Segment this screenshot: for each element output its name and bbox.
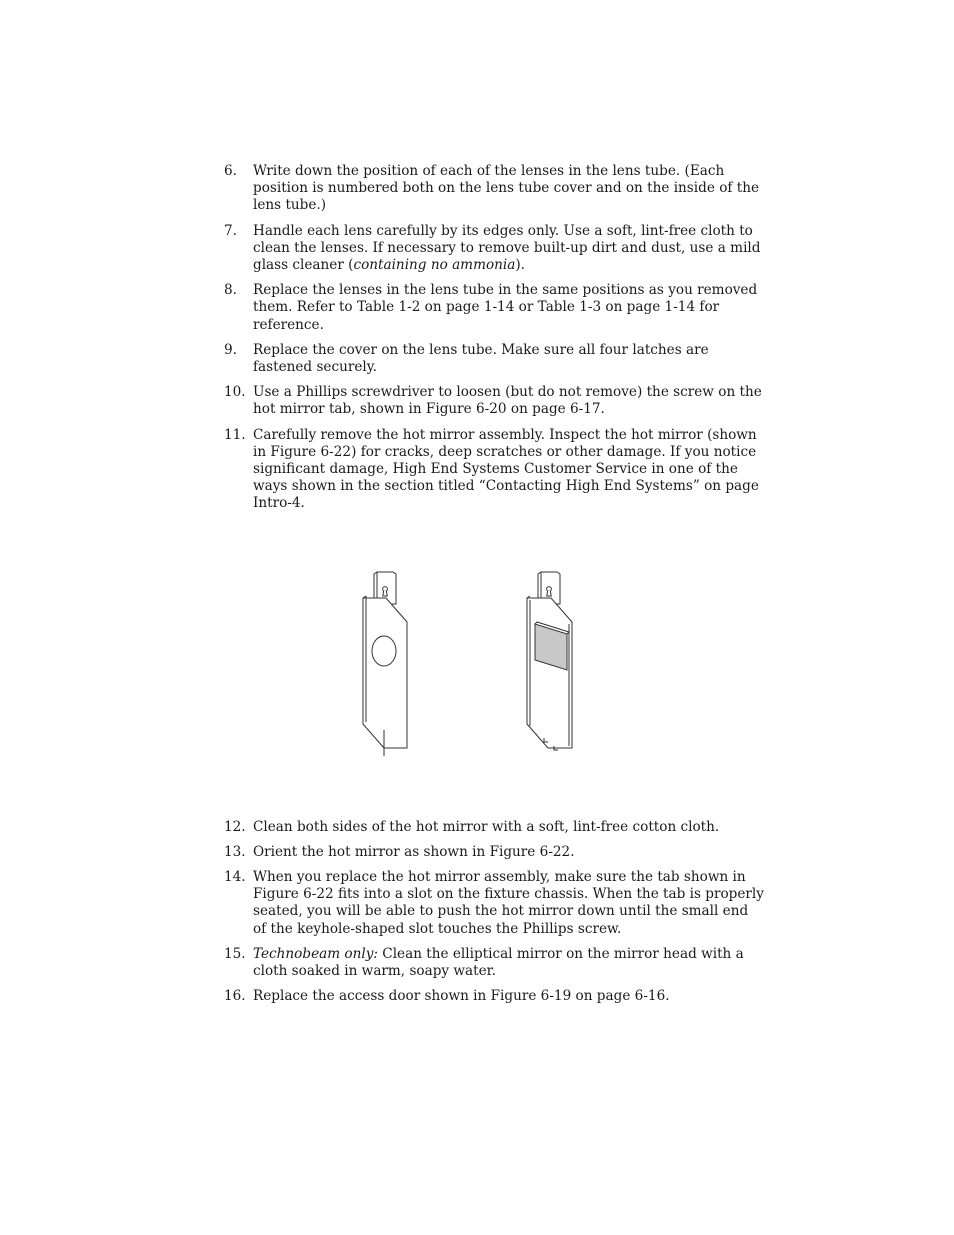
step-text-run: ). xyxy=(515,257,525,274)
step-text xyxy=(253,844,764,861)
step-item xyxy=(224,844,764,861)
hot-mirror-illustration xyxy=(340,560,600,770)
step-text-run: Clean the elliptical mirror on the mirror head with a cloth soaked in warm, soapy water. xyxy=(253,945,744,979)
hot-mirror-back-view-icon xyxy=(527,572,572,750)
steps-list-before-figure xyxy=(224,163,764,521)
step-text-italic: Technobeam only: xyxy=(253,945,378,962)
step-item xyxy=(224,869,764,938)
step-number: 10. xyxy=(224,384,246,401)
step-number: 16. xyxy=(224,987,246,1004)
step-number: 13. xyxy=(224,844,246,860)
hot-mirror-front-view-icon xyxy=(363,572,407,756)
step-item xyxy=(224,342,764,376)
step-text xyxy=(253,988,764,1005)
step-item xyxy=(224,427,764,513)
step-item xyxy=(224,819,764,836)
step-number: 14. xyxy=(224,869,246,885)
step-text xyxy=(253,819,764,836)
step-text-run: When you replace the hot mirror assembly, make sure the tab shown in Figure 6-22 fits into a slot on the fixture chassis. When the tab is properly seated, you will be able to push the hot mirror down until the small end of the keyhole-shaped slot touches the Phillips screw. xyxy=(253,869,764,937)
step-text xyxy=(253,427,764,513)
step-text xyxy=(253,163,764,215)
step-text-run: Replace the lenses in the lens tube in the same positions as you removed them. Refer to Table 1-2 on page 1-14 or Table 1-3 on page 1-14 for reference. xyxy=(253,282,758,333)
step-text-run: Orient the hot mirror as shown in Figure 6-22. xyxy=(253,844,575,860)
step-item xyxy=(224,988,764,1005)
step-text xyxy=(253,282,764,334)
step-text-run: Carefully remove the hot mirror assembly. Inspect the hot mirror (shown in Figure 6-22) for cracks, deep scratches or other damage. If you notice significant damage, High End Systems Customer Service in one of the ways shown in the section titled “Contacting High End Systems” on page Intro-4. xyxy=(253,426,759,512)
step-number: 12. xyxy=(224,819,246,835)
step-item xyxy=(224,384,764,418)
step-item xyxy=(224,163,764,215)
step-text-run: Handle each lens carefully by its edges only. Use a soft, lint-free cloth to clean the lenses. If necessary to remove built-up dirt and dust, use a mild glass cleaner ( xyxy=(253,222,761,274)
step-item xyxy=(224,223,764,275)
step-text-run: Use a Phillips screwdriver to loosen (but do not remove) the screw on the hot mirror tab, shown in Figure 6-20 on page 6-17. xyxy=(253,384,762,418)
step-item xyxy=(224,282,764,334)
step-text xyxy=(253,869,764,938)
step-text xyxy=(253,342,764,376)
steps-list-after-figure xyxy=(224,819,764,1013)
step-text-run: Clean both sides of the hot mirror with a soft, lint-free cotton cloth. xyxy=(253,819,720,835)
step-item xyxy=(224,946,764,980)
step-number: 9. xyxy=(224,341,237,358)
step-text xyxy=(253,384,764,418)
step-text-italic: containing no ammonia xyxy=(353,257,516,274)
step-number: 15. xyxy=(224,945,246,962)
step-text xyxy=(253,946,764,980)
hot-mirror-figure xyxy=(340,560,600,770)
step-number: 8. xyxy=(224,282,237,299)
step-text-run: Replace the cover on the lens tube. Make sure all four latches are fastened securely. xyxy=(253,341,709,376)
step-number: 11. xyxy=(224,426,246,443)
step-number: 7. xyxy=(224,222,237,239)
step-text xyxy=(253,223,764,275)
step-number: 6. xyxy=(224,163,237,179)
step-text-run: Replace the access door shown in Figure 6-19 on page 6-16. xyxy=(253,987,670,1004)
step-text-run: Write down the position of each of the lenses in the lens tube. (Each position is numbered both on the lens tube cover and on the inside of the lens tube.) xyxy=(253,163,759,214)
